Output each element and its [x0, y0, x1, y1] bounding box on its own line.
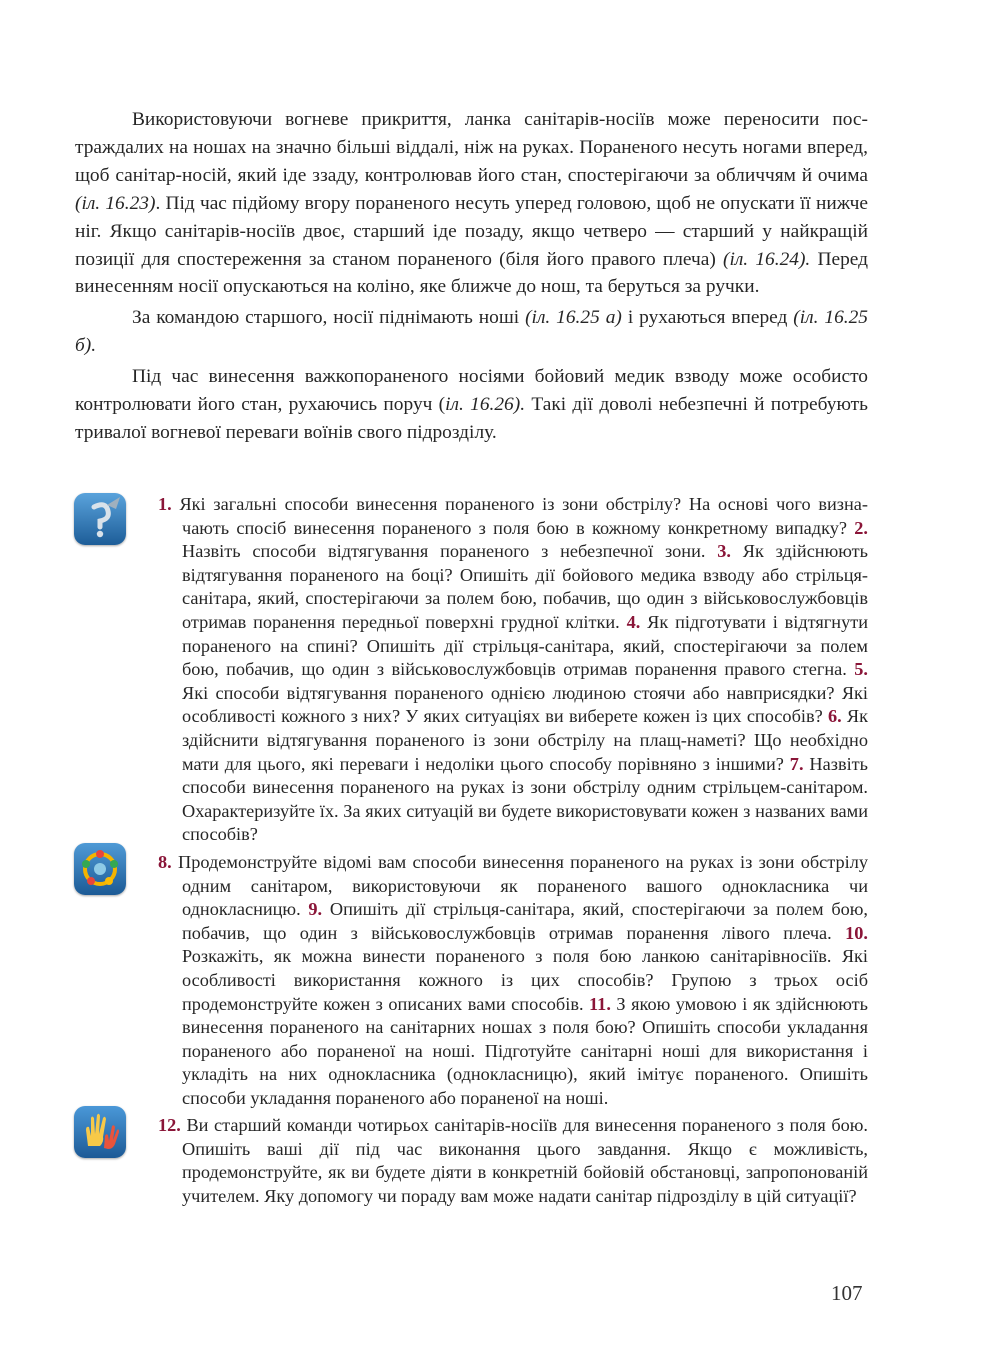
illustration-ref: (іл. 16.24).: [723, 248, 811, 270]
task-question: Розкажіть, як можна винести пораненого з поля бою ланкою санітарівносіїв. Які особливості використання кожного із цих способів? Групою з трьох осіб продемонструйте кожен з описаних вами способів.: [182, 946, 868, 1014]
text-run: Під час винесення важкопораненого носіями бойовий медик взводу може особисто контролювати його стан, рухаючись поруч (: [75, 366, 868, 416]
task-question: Продемонструйте відомі вам способи винесення пораненого на руках із зони обстрілу одним санітаром, використовуючи як пораненого вашого однокласника чи однокласницю.: [171, 852, 868, 920]
task-number: 8.: [158, 852, 172, 872]
paragraph: [75, 106, 868, 301]
task-block-3: [158, 1114, 868, 1208]
text-run: За командою старшого, носії піднімають ноші: [132, 307, 526, 329]
illustration-ref: (іл. 16.25 б).: [75, 307, 869, 357]
group-circle-icon: [74, 843, 126, 895]
question-mark-icon: [74, 493, 126, 545]
task-question: Назвіть способи винесення пораненого на руках із зони обстрілу одним стрільцем-санітаром. Охарактеризуйте їх. За яких ситуацій ви будете використовувати кожен з названих вами способів?: [182, 753, 868, 845]
task-question: Ви старший команди чотирьох санітарів-носіїв для винесення пораненого з поля бою. Опишіть ваші дії під час виконання цього завдання. Якщо є можливість, продемонструйте, як ви будете діяти в конкретній бойовій обстановці, запропонованій учителем. Яку допомогу чи пораду вам може надати санітар підрозділу в цій ситуації?: [180, 1115, 868, 1206]
task-text: [158, 1114, 868, 1208]
text-run: Такі дії доволі небезпечні й потребують тривалої вогневої переваги воїнів свого підрозділу.: [75, 394, 868, 443]
task-question: Як здійснюють відтягування пораненого на боці? Опишіть дії бойового медика взводу або стрільця-санітара, який, спостерігаючи за полем бою, побачив, що один з військовослужбовців отримав поранення передньої поверхні грудної клітки.: [182, 541, 868, 632]
task-question: Які способи відтягування пораненого однією людиною стоячи або навприсядки? Які особливості кожного з них? У яких ситуаціях ви виберете кожен із цих способів?: [182, 682, 868, 727]
task-number: 3.: [717, 541, 731, 562]
paragraph: [75, 363, 868, 447]
illustration-ref: (іл. 16.25 а): [525, 307, 622, 329]
task-question: З якою умовою і як здійснюють винесення пораненого на санітарних ношах з поля бою? Опишіть способи укладання пораненого або пораненої на ноші. Підготуйте санітарні ноші для використання і укладіть на них однокласника (однокласницю), який імітує пораненого. Опишіть способи укладання пораненого або пораненої на ноші.: [182, 993, 868, 1108]
task-question: Які загальні способи винесення пораненого із зони обстрілу? На основі чого визначають спосіб винесення пораненого з поля бою в кожному конкретному випадку?: [171, 494, 868, 538]
task-number: 2.: [854, 517, 868, 538]
task-text: [158, 851, 868, 1111]
task-number: 4.: [626, 611, 641, 632]
task-number: 6.: [827, 706, 842, 727]
task-block-2: [158, 851, 868, 1111]
hands-icon: [74, 1106, 126, 1158]
task-number: 7.: [789, 753, 804, 774]
illustration-ref: іл. 16.26).: [445, 394, 526, 416]
illustration-ref: (іл. 16.23): [75, 192, 156, 214]
page-number: 107: [831, 1281, 863, 1305]
text-run: Перед винесенням носії опускаються на коліно, яке ближче до нош, та беруться за ручки.: [75, 248, 868, 298]
task-question: Як здійснити відтягування пораненого із зони обстрілу на плащ-наметі? Що необхідно мати для цього, які переваги і недоліки цього способу порівняно з іншими?: [182, 706, 868, 774]
task-number: 1.: [158, 494, 172, 514]
paragraph: [75, 304, 868, 360]
task-number: 5.: [854, 659, 868, 680]
task-number: 11.: [589, 993, 611, 1014]
task-text: [158, 493, 868, 847]
task-question: Назвіть способи відтягування пораненого з небезпечної зони.: [182, 541, 718, 562]
task-question: Як підготувати і відтягнути пораненого на спині? Опишіть дії стрільця-санітара, який, спостерігаючи за полем бою, побачив, що один з військовослужбовців отримав поранення правого стегна.: [182, 611, 868, 680]
task-block-1: [158, 493, 868, 847]
task-number: 9.: [308, 899, 323, 920]
text-run: і рухаються вперед: [621, 307, 794, 329]
text-run: Використовуючи вогневе прикриття, ланка санітарів-носіїв може переносити постраждалих на ношах на значно більші віддалі, ніж на руках. Пораненого несуть ногами вперед, щоб санітар-носій, який іде ззаду, контролював його стан, спостерігаючи за обличчям й очима: [75, 109, 868, 186]
main-text: [75, 106, 868, 447]
task-number: 10.: [845, 922, 868, 943]
task-question: Опишіть дії стрільця-санітара, який, спостерігаючи за полем бою, побачив, що один з військовослужбовців отримав поранення лівого плеча.: [182, 899, 868, 943]
task-number: 12.: [158, 1115, 181, 1135]
text-run: . Під час підйому вгору пораненого несуть уперед головою, щоб не опускати її нижче ніг. Якщо санітарів-носіїв двоє, старший іде позаду, якщо четверо — старший у найкращій позиції для спостереження за станом пораненого (біля його правого плеча): [75, 192, 868, 270]
